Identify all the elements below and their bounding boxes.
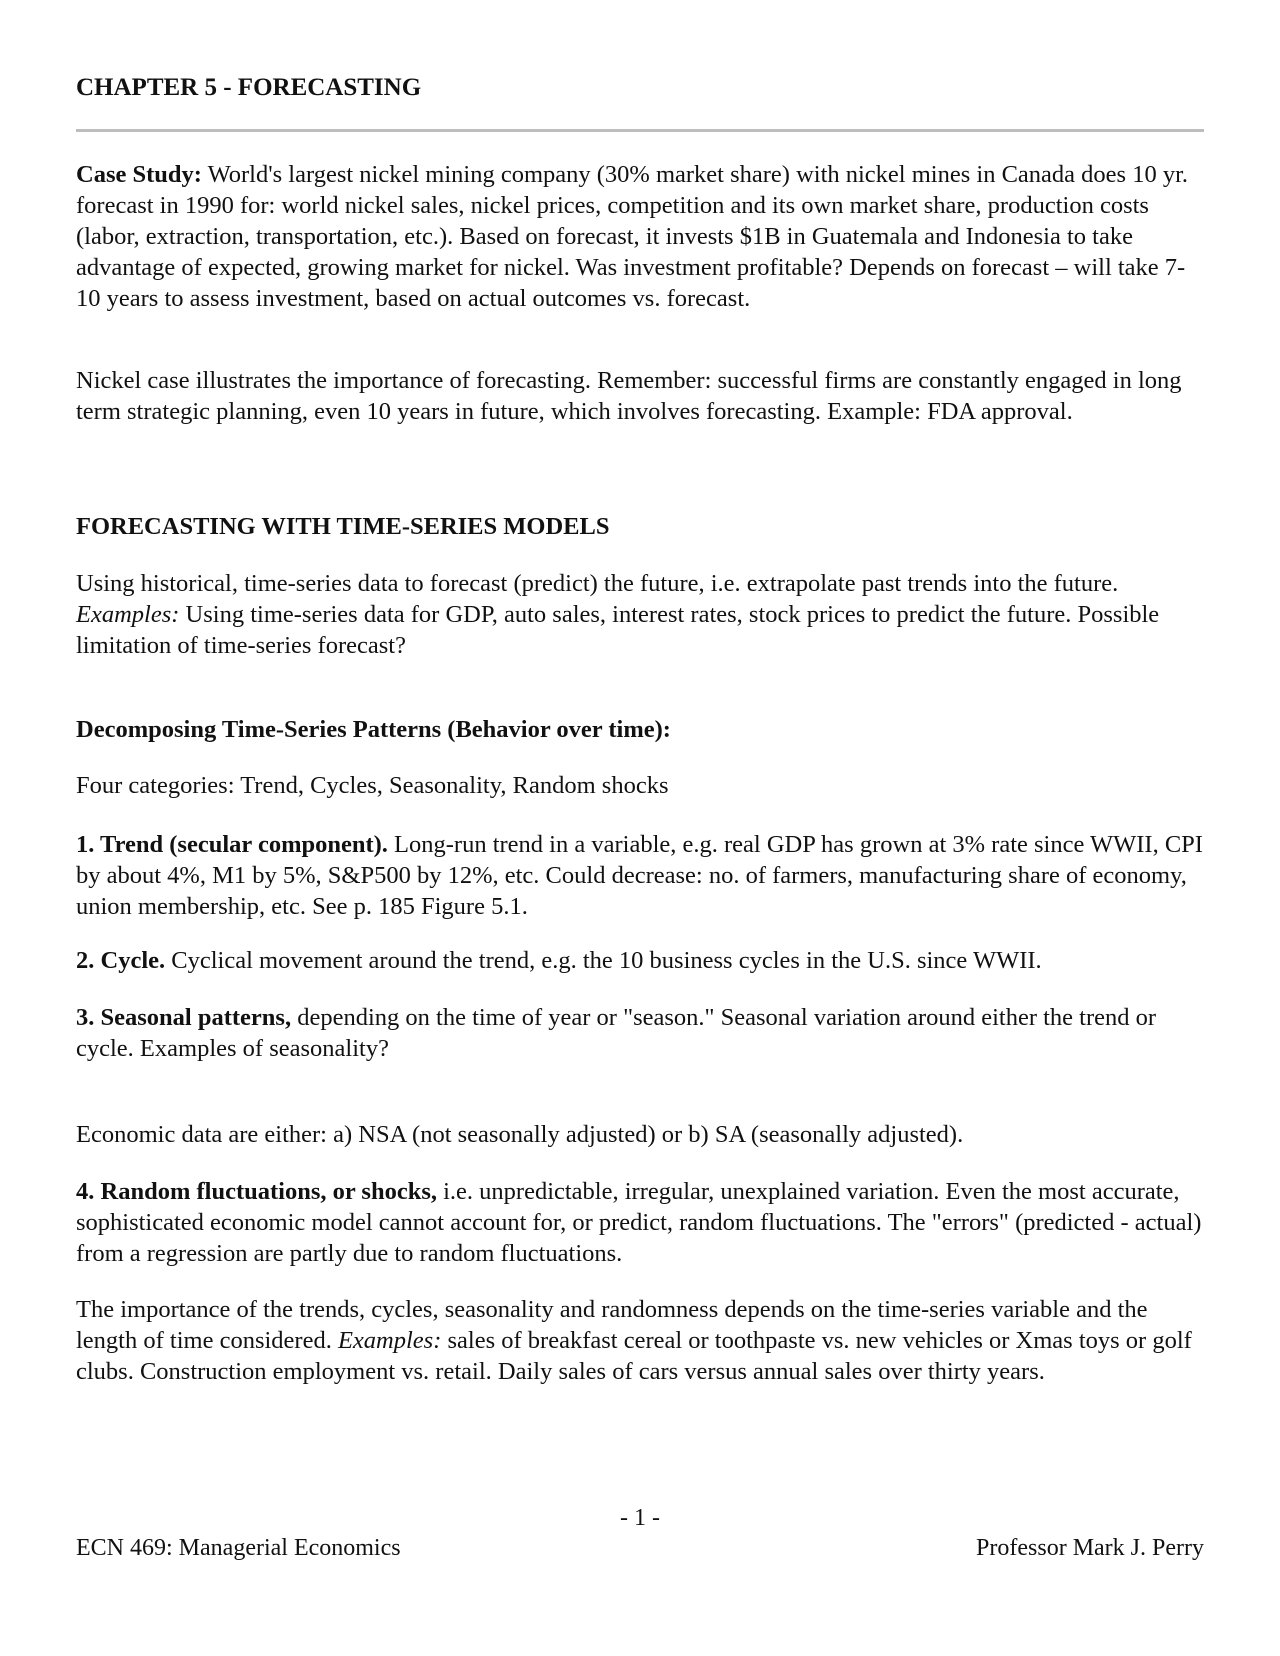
importance-paragraph [76,1294,1206,1387]
time-series-text-2: Using time-series data for GDP, auto sales, interest rates, stock prices to predict the future. Possible limitation of time-series forecast? [76,601,1160,659]
importance-text-1: The importance of the trends, cycles, seasonality and randomness depends on the time-series variable and the length of time considered. [76,1296,1148,1354]
importance-text-2: sales of breakfast cereal or toothpaste vs. new vehicles or Xmas toys or golf clubs. Construction employment vs. retail. Daily sales of cars versus annual sales over thirty years. [76,1327,1192,1385]
footer-professor: Professor Mark J. Perry [976,1535,1204,1561]
item-cycle-text: Cyclical movement around the trend, e.g. the 10 business cycles in the U.S. since WWII. [165,947,1042,974]
case-study-label: Case Study: [76,161,202,188]
case-study-paragraph [76,159,1206,314]
section-heading [76,511,1206,542]
footer-course: ECN 469: Managerial Economics [76,1535,401,1561]
item-seasonal [76,1002,1206,1064]
chapter-title: CHAPTER 5 - FORECASTING [76,74,422,101]
section-heading-text: FORECASTING WITH TIME-SERIES MODELS [76,513,610,540]
economic-data [76,1119,1206,1150]
item-random [76,1176,1206,1269]
page-number: - 1 - [620,1505,660,1531]
four-categories-text: Four categories: Trend, Cycles, Seasonality, Random shocks [76,772,669,799]
case-study-text: World's largest nickel mining company (30% market share) with nickel mines in Canada does 10 yr. forecast in 1990 for: world nickel sales, nickel prices, competition and its own market share, production costs (labor, extraction, transportation, etc.). Based on forecast, it invests $1B in Guatemala and Indonesia to take advantage of expected, growing market for nickel. Was investment profitable? Depends on forecast – will take 7-10 years to assess investment, based on actual outcomes vs. forecast. [76,161,1188,312]
item-cycle-label: 2. Cycle. [76,947,166,974]
time-series-text-1: Using historical, time-series data to forecast (predict) the future, i.e. extrapolate past trends into the future. [76,570,1119,597]
nickel-text: Nickel case illustrates the importance of forecasting. Remember: successful firms are constantly engaged in long term strategic planning, even 10 years in future, which involves forecasting. Example: FDA approval. [76,367,1182,425]
time-series-paragraph [76,568,1206,661]
item-trend-text: Long-run trend in a variable, e.g. real GDP has grown at 3% rate since WWII, CPI by about 4%, M1 by 5%, S&P500 by 12%, etc. Could decrease: no. of farmers, manufacturing share of economy, union membership, etc. See p. 185 Figure 5.1. [76,831,1203,920]
horizontal-rule [76,129,1204,132]
item-trend-label: 1. Trend (secular component). [76,831,388,858]
item-random-text: i.e. unpredictable, irregular, unexplained variation. Even the most accurate, sophisticated economic model cannot account for, or predict, random fluctuations. The "errors" (predicted - actual) from a regression are partly due to random fluctuations. [76,1178,1202,1267]
examples-label: Examples: [76,601,180,628]
item-seasonal-text: depending on the time of year or "season." Seasonal variation around either the trend or cycle. Examples of seasonality? [76,1004,1157,1062]
four-categories [76,770,1206,801]
importance-examples-label: Examples: [337,1327,442,1354]
item-cycle [76,945,1206,976]
economic-data-text: Economic data are either: a) NSA (not seasonally adjusted) or b) SA (seasonally adjusted). [76,1121,964,1148]
item-random-label: 4. Random fluctuations, or shocks, [76,1178,437,1205]
subheading [76,714,1206,745]
item-seasonal-label: 3. Seasonal patterns, [76,1004,292,1031]
item-trend [76,829,1206,922]
subheading-text: Decomposing Time-Series Patterns (Behavior over time): [76,716,671,743]
nickel-paragraph [76,365,1206,427]
